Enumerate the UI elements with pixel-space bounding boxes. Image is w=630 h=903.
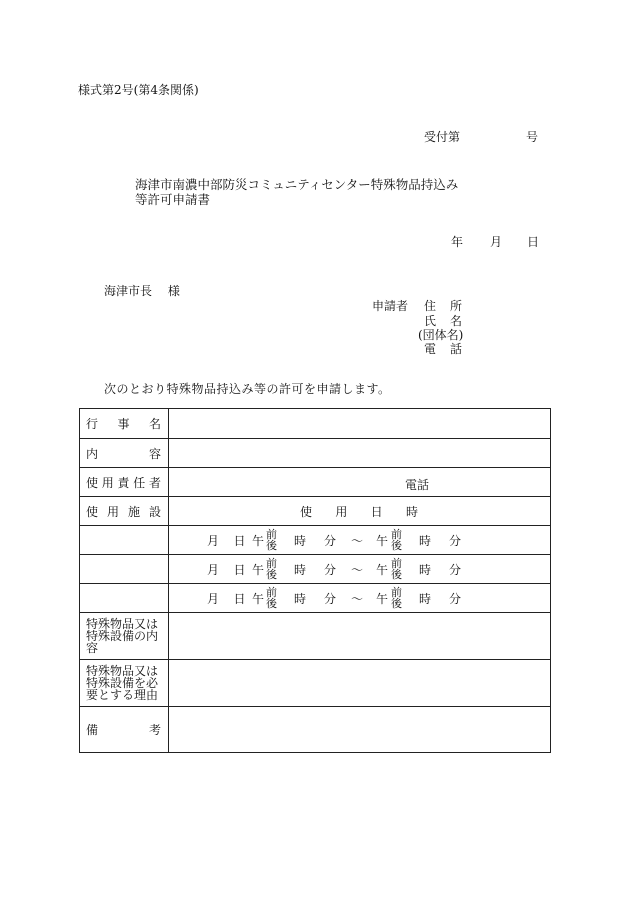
noon-label: 午 <box>252 533 265 548</box>
month-unit: 月 <box>206 533 219 548</box>
label-responsible <box>80 468 169 497</box>
label-event-name <box>80 409 169 439</box>
ampm-selector[interactable] <box>266 558 277 580</box>
pm-label: 後 <box>266 539 277 552</box>
ampm-selector[interactable] <box>391 587 402 609</box>
applicant-name <box>424 315 462 327</box>
label-special-items <box>80 613 169 660</box>
day-unit: 日 <box>233 562 246 577</box>
label-char: 用 <box>101 475 114 490</box>
tilde: ～ <box>350 562 363 577</box>
header-char: 用 <box>335 504 348 519</box>
minute-unit: 分 <box>448 533 461 548</box>
month-unit: 月 <box>206 562 219 577</box>
title-line-2: 等許可申請書 <box>135 192 211 207</box>
label-char: 容 <box>148 446 161 461</box>
receipt-label: 受付第 <box>424 130 461 144</box>
label-char: 施 <box>127 504 140 519</box>
phone-label: 電話 <box>405 478 430 492</box>
applicant-org: (団体名) <box>418 328 464 342</box>
time-range-3[interactable] <box>169 584 551 613</box>
label-char: 責 <box>117 475 130 490</box>
label-char: 任 <box>133 475 146 490</box>
input-special-items[interactable] <box>169 613 551 660</box>
receipt-number <box>424 131 538 143</box>
row-content <box>80 439 551 468</box>
name-char: 名 <box>449 314 462 328</box>
am-label: 前 <box>266 557 277 570</box>
noon-label: 午 <box>375 533 388 548</box>
year-label: 年 <box>451 235 464 249</box>
label-char: 使 <box>86 504 99 519</box>
applicant-label: 申請者 <box>372 299 409 313</box>
hour-unit: 時 <box>293 533 306 548</box>
ampm-selector[interactable] <box>266 587 277 609</box>
time-range-2[interactable] <box>169 555 551 584</box>
noon-label: 午 <box>252 591 265 606</box>
hour-unit: 時 <box>418 562 431 577</box>
applicant-address <box>424 300 462 312</box>
label-char: 内 <box>86 446 99 461</box>
phone-char: 電 <box>424 342 437 356</box>
phone-char: 話 <box>449 342 462 356</box>
pm-label: 後 <box>391 539 402 552</box>
addressee-name: 海津市長 <box>104 284 153 298</box>
title-line-1: 海津市南濃中部防災コミュニティセンター特殊物品持込み <box>135 177 459 192</box>
hour-unit: 時 <box>293 591 306 606</box>
input-reason[interactable] <box>169 660 551 707</box>
input-facility-3[interactable] <box>80 584 169 613</box>
intro-text: 次のとおり特殊物品持込み等の許可を申請します。 <box>104 382 391 396</box>
label-char: 行 <box>86 417 99 431</box>
label-char: 考 <box>148 723 161 737</box>
applicant-block <box>372 300 472 360</box>
noon-label: 午 <box>375 562 388 577</box>
tilde: ～ <box>350 533 363 548</box>
addressee-honorific: 様 <box>167 284 180 298</box>
hour-unit: 時 <box>293 562 306 577</box>
input-event-name[interactable] <box>169 409 551 439</box>
month-unit: 月 <box>206 591 219 606</box>
pm-label: 後 <box>391 568 402 581</box>
input-facility-1[interactable] <box>80 526 169 555</box>
header-char: 使 <box>300 504 313 519</box>
row-time-1 <box>80 526 551 555</box>
special-items-text: 特殊物品又は特殊設備の内容 <box>86 617 159 655</box>
row-responsible <box>80 468 551 497</box>
label-remarks <box>80 707 169 753</box>
label-char: 名 <box>148 417 161 431</box>
document-title <box>135 177 458 207</box>
pm-label: 後 <box>266 597 277 610</box>
day-label: 日 <box>527 235 540 249</box>
time-range-1[interactable] <box>169 526 551 555</box>
label-char: 者 <box>148 475 161 490</box>
label-char: 用 <box>106 504 119 519</box>
noon-label: 午 <box>375 591 388 606</box>
input-facility-2[interactable] <box>80 555 169 584</box>
input-remarks[interactable] <box>169 707 551 753</box>
input-responsible[interactable] <box>169 468 551 497</box>
addressee <box>104 285 180 297</box>
datetime-header <box>169 497 551 526</box>
reason-text: 特殊物品又は特殊設備を必要とする理由 <box>86 664 159 702</box>
row-time-2 <box>80 555 551 584</box>
minute-unit: 分 <box>448 562 461 577</box>
minute-unit: 分 <box>448 591 461 606</box>
ampm-selector[interactable] <box>391 529 402 551</box>
day-unit: 日 <box>233 533 246 548</box>
input-content[interactable] <box>169 439 551 468</box>
header-char: 時 <box>405 504 418 519</box>
row-time-3 <box>80 584 551 613</box>
hour-unit: 時 <box>418 591 431 606</box>
name-char: 氏 <box>424 314 437 328</box>
row-reason <box>80 660 551 707</box>
label-char: 事 <box>117 417 130 431</box>
am-label: 前 <box>391 586 402 599</box>
noon-label: 午 <box>252 562 265 577</box>
applicant-phone <box>424 343 462 355</box>
am-label: 前 <box>266 528 277 541</box>
pm-label: 後 <box>391 597 402 610</box>
label-char: 設 <box>148 504 161 519</box>
ampm-selector[interactable] <box>266 529 277 551</box>
minute-unit: 分 <box>323 533 336 548</box>
month-label: 月 <box>490 235 503 249</box>
label-char: 使 <box>86 475 99 490</box>
minute-unit: 分 <box>323 591 336 606</box>
row-special-items <box>80 613 551 660</box>
minute-unit: 分 <box>323 562 336 577</box>
address-char: 住 <box>424 299 437 313</box>
receipt-suffix: 号 <box>525 130 538 144</box>
header-char: 日 <box>370 504 383 519</box>
form-number: 様式第2号(第4条関係) <box>78 83 199 97</box>
ampm-selector[interactable] <box>391 558 402 580</box>
am-label: 前 <box>391 557 402 570</box>
day-unit: 日 <box>233 591 246 606</box>
label-reason <box>80 660 169 707</box>
pm-label: 後 <box>266 568 277 581</box>
label-content <box>80 439 169 468</box>
hour-unit: 時 <box>418 533 431 548</box>
row-event-name <box>80 409 551 439</box>
am-label: 前 <box>391 528 402 541</box>
label-facility <box>80 497 169 526</box>
row-remarks <box>80 707 551 753</box>
application-table <box>79 408 551 753</box>
tilde: ～ <box>350 591 363 606</box>
am-label: 前 <box>266 586 277 599</box>
address-char: 所 <box>449 299 462 313</box>
row-facility <box>80 497 551 526</box>
label-char: 備 <box>86 723 99 737</box>
